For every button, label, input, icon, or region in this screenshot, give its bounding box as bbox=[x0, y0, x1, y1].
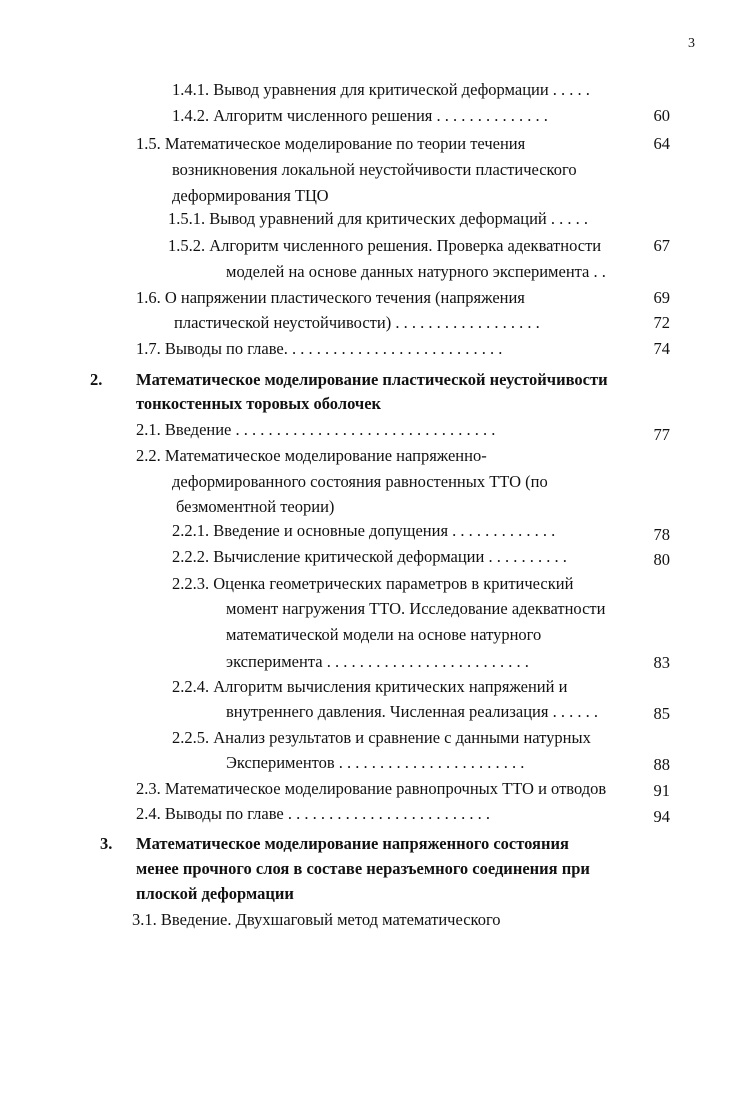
chapter-title: Математическое моделирование напряженного состояния bbox=[136, 834, 569, 853]
toc-entry-2-2-5: 2.2.5. Анализ результатов и сравнение с данными натурных bbox=[172, 728, 591, 747]
toc-entry-1-4-1: 1.4.1. Вывод уравнения для критической деформации . . . . . bbox=[172, 80, 590, 99]
toc-entry-2-4: 2.4. Выводы по главе . . . . . . . . . . . . . . . . . . . . . . . . . bbox=[136, 804, 490, 823]
chapter-number: 3. bbox=[100, 834, 113, 853]
chapter-title: Математическое моделирование пластической неустойчивости bbox=[136, 370, 608, 389]
toc-entry-1-5-2: 1.5.2. Алгоритм численного решения. Проверка адекватности bbox=[168, 236, 602, 255]
toc-page: 72 bbox=[653, 313, 670, 332]
toc-page: 60 bbox=[653, 106, 670, 125]
toc-entry-2-2-3: 2.2.3. Оценка геометрических параметров в критический bbox=[172, 574, 574, 593]
toc-entry-1-5-cont: возникновения локальной неустойчивости пластического bbox=[172, 160, 577, 179]
toc-entry-1-5-2-cont: моделей на основе данных натурного эксперимента . . bbox=[226, 262, 606, 281]
toc-page: 91 bbox=[653, 781, 670, 800]
toc-entry-2-2-3-cont: момент нагружения ТТО. Исследование адекватности bbox=[226, 599, 606, 618]
toc-page: 83 bbox=[653, 653, 670, 672]
toc-entry-3-1: 3.1. Введение. Двухшаговый метод математического bbox=[132, 910, 501, 929]
toc-page: 74 bbox=[653, 339, 670, 358]
toc-entry-2-2-3-cont: эксперимента . . . . . . . . . . . . . . . . . . . . . . . . . bbox=[226, 652, 529, 671]
toc-entry-1-6: 1.6. О напряжении пластического течения (напряжения bbox=[136, 288, 525, 307]
chapter-title-cont: менее прочного слоя в составе неразъемного соединения при bbox=[136, 859, 590, 878]
toc-entry-1-5: 1.5. Математическое моделирование по теории течения bbox=[136, 134, 526, 153]
toc-entry-2-2: 2.2. Математическое моделирование напряженно- bbox=[136, 446, 487, 465]
toc-entry-1-7: 1.7. Выводы по главе. . . . . . . . . . . . . . . . . . . . . . . . . . . bbox=[136, 339, 503, 358]
page-number: 3 bbox=[688, 36, 695, 51]
toc-entry-2-2-2: 2.2.2. Вычисление критической деформации . . . . . . . . . . bbox=[172, 547, 567, 566]
toc-page: 88 bbox=[653, 755, 670, 774]
toc-entry-1-5-1: 1.5.1. Вывод уравнений для критических деформаций . . . . . bbox=[168, 209, 589, 228]
toc-entry-2-3: 2.3. Математическое моделирование равнопрочных ТТО и отводов bbox=[136, 779, 607, 798]
chapter-title-cont: плоской деформации bbox=[136, 884, 294, 903]
toc-entry-1-6-cont: пластической неустойчивости) . . . . . . . . . . . . . . . . . . bbox=[174, 313, 540, 332]
toc-page: 67 bbox=[653, 236, 670, 255]
toc-entry-2-1: 2.1. Введение . . . . . . . . . . . . . . . . . . . . . . . . . . . . . . . . bbox=[136, 420, 496, 439]
toc-entry-2-2-3-cont: математической модели на основе натурного bbox=[226, 625, 542, 644]
toc-entry-2-2-4-cont: внутреннего давления. Численная реализация . . . . . . bbox=[226, 702, 598, 721]
toc-entry-2-2-4: 2.2.4. Алгоритм вычисления критических напряжений и bbox=[172, 677, 568, 696]
toc-page: 94 bbox=[653, 807, 670, 826]
toc-page: 77 bbox=[653, 425, 670, 444]
toc-entry-2-2-5-cont: Экспериментов . . . . . . . . . . . . . . . . . . . . . . . bbox=[226, 753, 525, 772]
chapter-title-cont: тонкостенных торовых оболочек bbox=[136, 394, 382, 413]
toc-page: 69 bbox=[653, 288, 670, 307]
toc-page: 80 bbox=[653, 550, 670, 569]
toc-entry-2-2-cont: деформированного состояния равностенных ТТО (по bbox=[172, 472, 548, 491]
toc-page: 78 bbox=[653, 525, 670, 544]
toc-entry-1-4-2: 1.4.2. Алгоритм численного решения . . . . . . . . . . . . . . bbox=[172, 106, 548, 125]
toc-entry-2-2-1: 2.2.1. Введение и основные допущения . . . . . . . . . . . . . bbox=[172, 521, 556, 540]
toc-entry-2-2-cont: безмоментной теории) bbox=[176, 497, 335, 516]
toc-entry-1-5-cont: деформирования ТЦО bbox=[172, 186, 329, 205]
chapter-number: 2. bbox=[90, 370, 103, 389]
toc-page: 64 bbox=[653, 134, 670, 153]
toc-page: 85 bbox=[653, 704, 670, 723]
